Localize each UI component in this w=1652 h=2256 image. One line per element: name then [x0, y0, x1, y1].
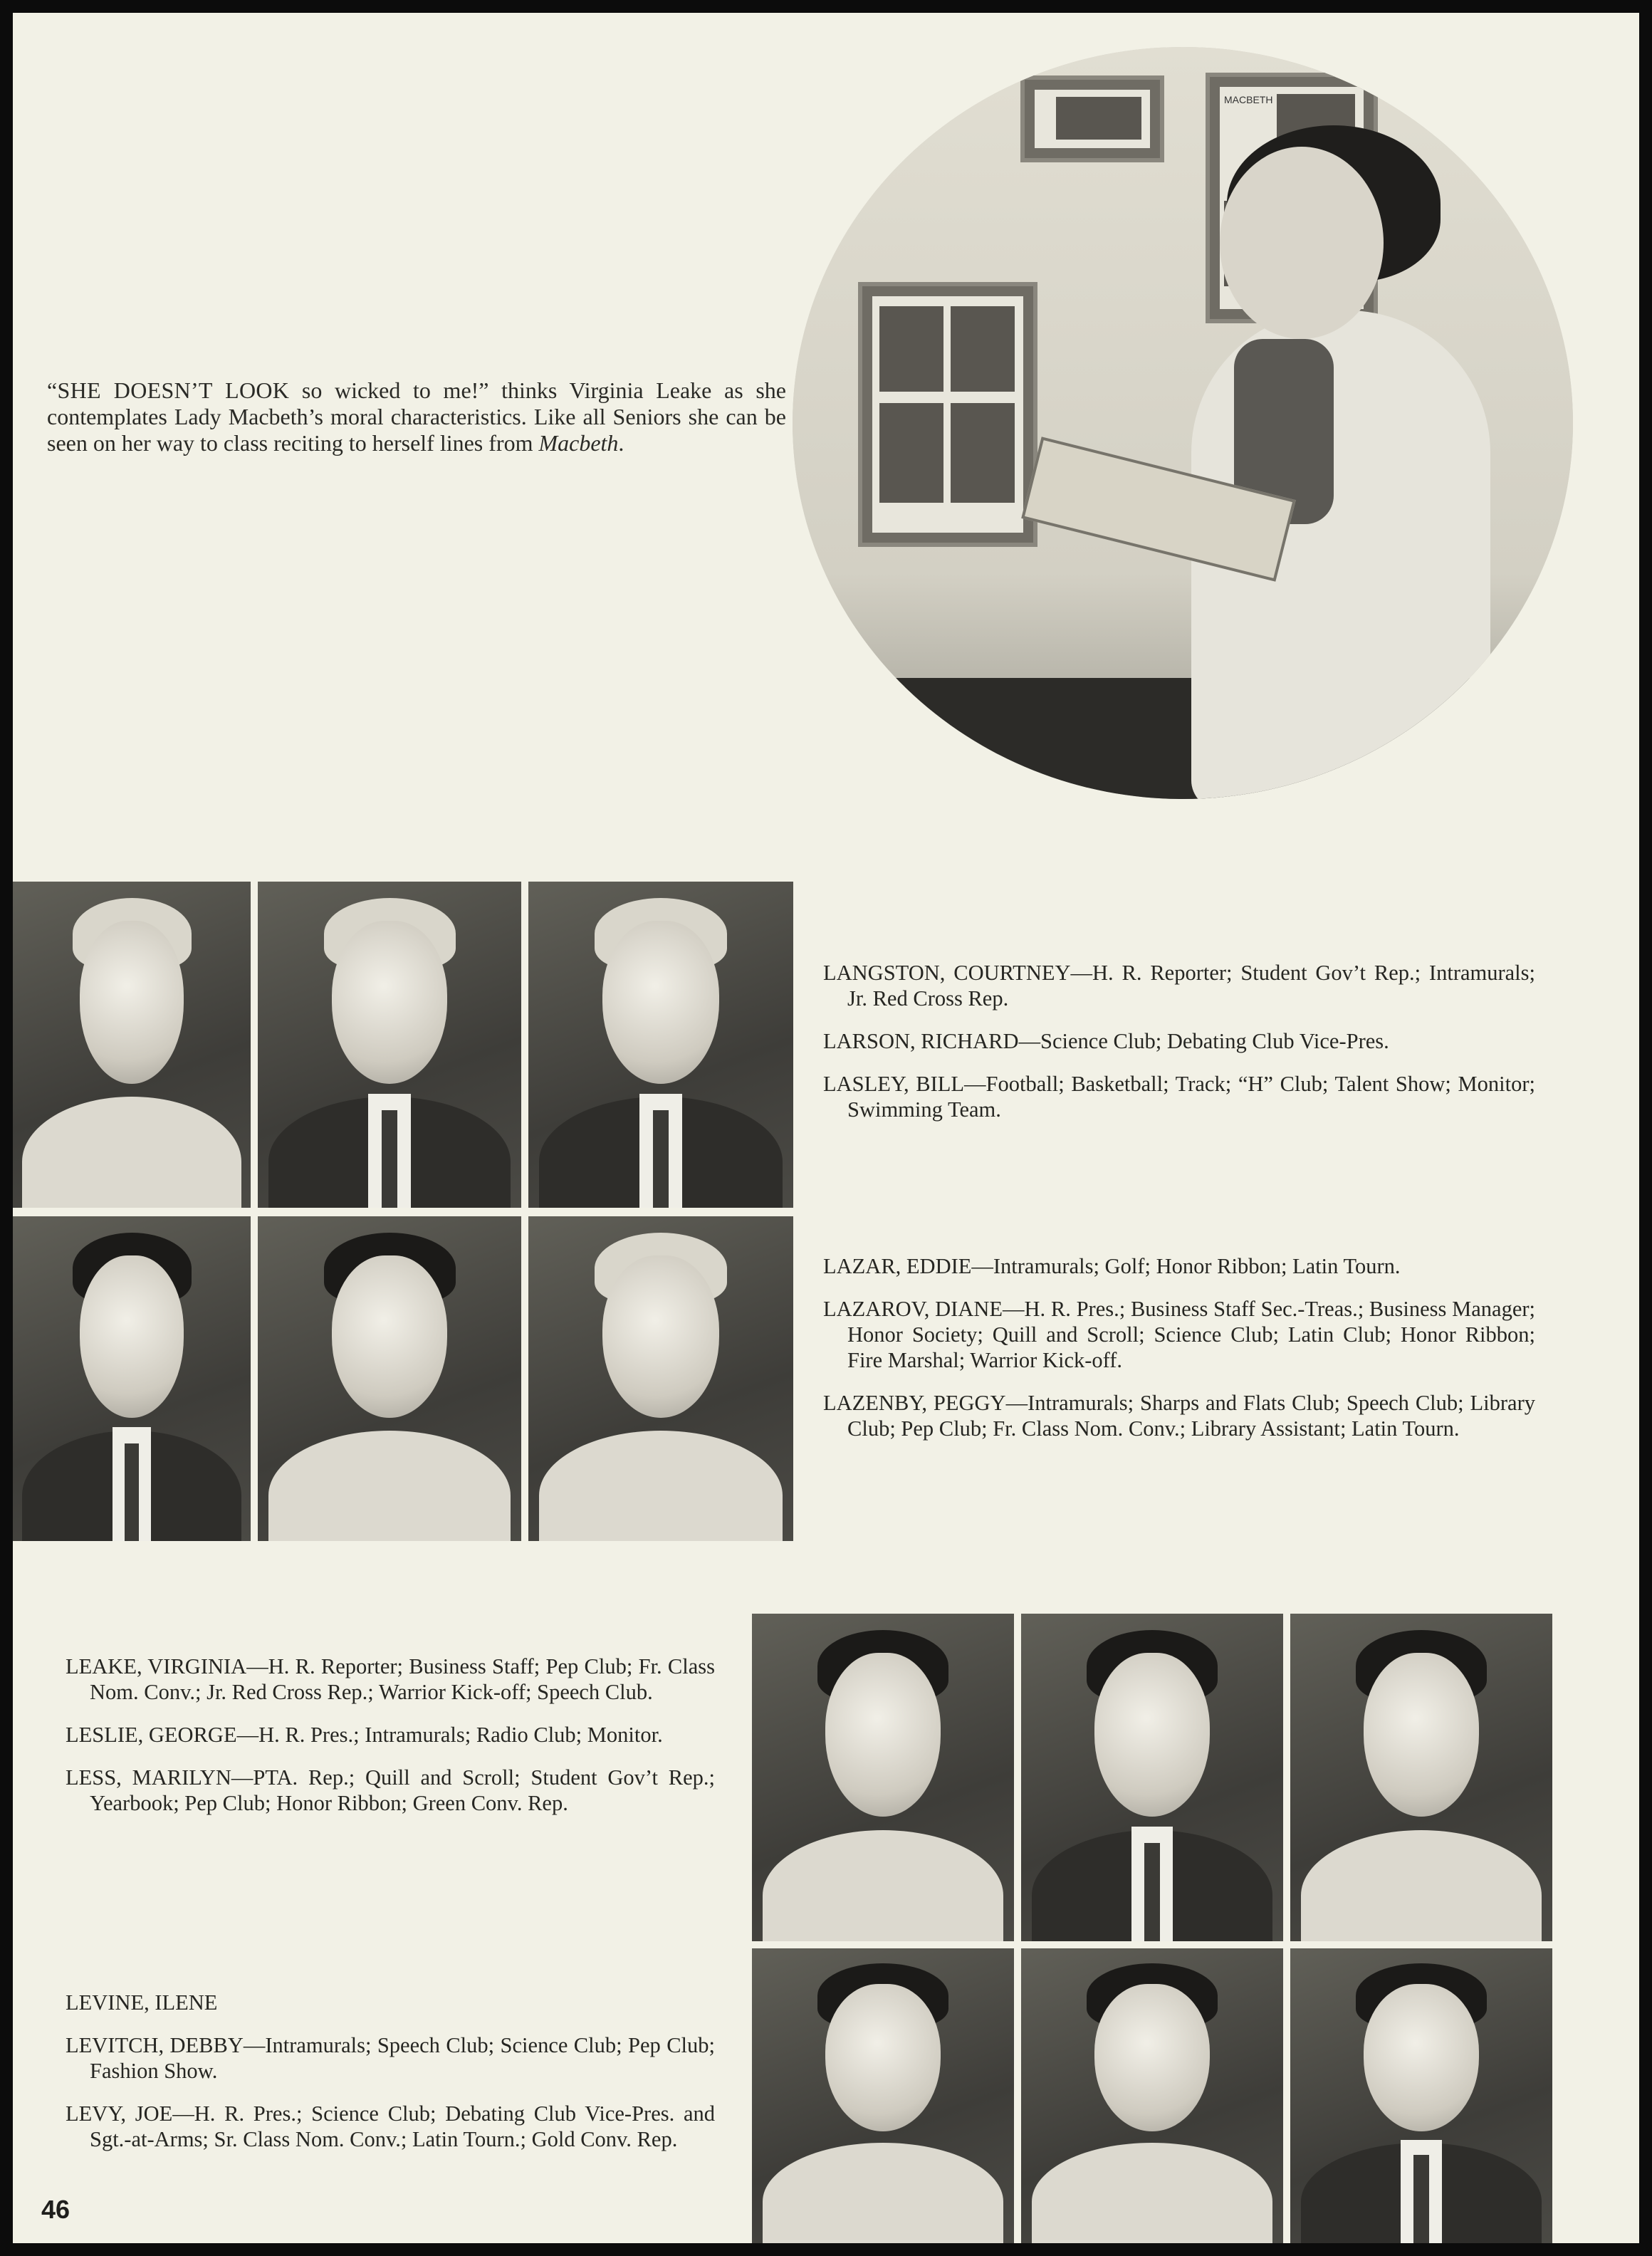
portrait-levy	[1290, 1948, 1552, 2243]
caption-work-title: Macbeth	[538, 430, 619, 456]
portrait-levine	[752, 1948, 1014, 2243]
entry-levitch: LEVITCH, DEBBY—Intramurals; Speech Club; Science Club; Pep Club; Fashion Show.	[66, 2033, 715, 2083]
portrait-leslie	[1021, 1614, 1283, 1941]
portrait-larson	[258, 882, 521, 1208]
entry-larson: LARSON, RICHARD—Science Club; Debating Club Vice-Pres.	[823, 1029, 1389, 1053]
photo-poster-left	[858, 282, 1037, 547]
caption-text: so wicked to me!” thinks Virginia Leake as she contemplates Lady Macbeth’s moral characteristics. Like all Seniors she can be seen on her way to class reciting to herself lines from	[47, 377, 786, 456]
yearbook-page	[13, 13, 1639, 2243]
portrait-leake	[752, 1614, 1014, 1941]
caption-end: .	[618, 430, 624, 456]
portrait-langston	[13, 882, 251, 1208]
photo-poster-top	[1020, 75, 1164, 162]
portrait-less	[1290, 1614, 1552, 1941]
teacher-face	[1220, 147, 1384, 339]
entry-leslie: LESLIE, GEORGE—H. R. Pres.; Intramurals; Radio Club; Monitor.	[66, 1723, 663, 1747]
entry-less: LESS, MARILYN—PTA. Rep.; Quill and Scroll; Student Gov’t Rep.; Yearbook; Pep Club; Honor Ribbon; Green Conv. Rep.	[66, 1765, 715, 1815]
entry-lasley: LASLEY, BILL—Football; Basketball; Track; “H” Club; Talent Show; Monitor; Swimming Team.	[823, 1072, 1535, 1122]
page-number: 46	[41, 2195, 70, 2224]
portrait-lazar	[13, 1216, 251, 1541]
entry-langston: LANGSTON, COURTNEY—H. R. Reporter; Student Gov’t Rep.; Intramurals; Jr. Red Cross Rep.	[823, 961, 1535, 1010]
entries-group-two-bottom	[66, 1990, 715, 2169]
caption-lead: “SHE DOESN’T LOOK	[47, 377, 290, 403]
entries-group-one-top	[823, 960, 1535, 1139]
entry-levy: LEVY, JOE—H. R. Pres.; Science Club; Debating Club Vice-Pres. and Sgt.-at-Arms; Sr. Class Nom. Conv.; Latin Tourn.; Gold Conv. Rep.	[66, 2101, 715, 2151]
entry-leake: LEAKE, VIRGINIA—H. R. Reporter; Business Staff; Pep Club; Fr. Class Nom. Conv.; Jr. Red Cross Rep.; Warrior Kick-off; Speech Club.	[66, 1654, 715, 1704]
entries-group-one-bottom	[823, 1253, 1535, 1458]
portrait-lazarov	[258, 1216, 521, 1541]
photo-caption	[47, 377, 786, 456]
entry-lazenby: LAZENBY, PEGGY—Intramurals; Sharps and Flats Club; Speech Club; Library Club; Pep Club; Fr. Class Nom. Conv.; Library Assistant; Latin Tourn.	[823, 1391, 1535, 1441]
poster-title: MACBETH	[1224, 94, 1273, 105]
portrait-lasley	[528, 882, 793, 1208]
entries-group-two-top	[66, 1654, 715, 1833]
entry-lazar: LAZAR, EDDIE—Intramurals; Golf; Honor Ribbon; Latin Tourn.	[823, 1254, 1401, 1278]
portrait-lazenby	[528, 1216, 793, 1541]
entry-levine: LEVINE, ILENE	[66, 1990, 218, 2015]
entry-lazarov: LAZAROV, DIANE—H. R. Pres.; Business Staff Sec.-Treas.; Business Manager; Honor Society; Quill and Scroll; Science Club; Latin Club; Honor Ribbon; Fire Marshal; Warrior Kick-off.	[823, 1297, 1535, 1372]
feature-photo	[793, 47, 1573, 799]
portrait-levitch	[1021, 1948, 1283, 2243]
